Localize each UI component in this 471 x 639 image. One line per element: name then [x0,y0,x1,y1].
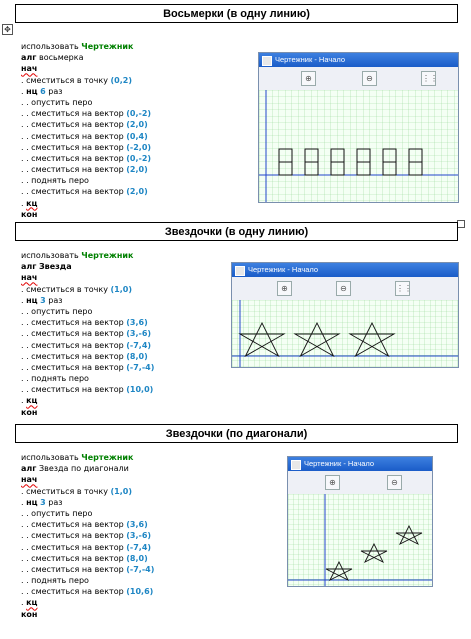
vector-value: (2,0) [126,187,148,197]
code-line: . . опустить перо [21,508,93,518]
code-line: . . сместиться на вектор (-7,-4) [21,564,155,574]
code-line: . сместиться в точку (1,0) [21,486,132,496]
executor-name: Чертежник [81,453,134,462]
move-by-command: сместиться на вектор [31,142,124,152]
loop-suffix: раз [48,86,63,96]
vector-value: (0,-2) [126,153,152,163]
loop-count: 3 [40,295,46,305]
pen-down-command: опустить перо [31,306,93,316]
window-title: Чертежник - Начало [248,265,319,274]
drawing-canvas [232,300,458,367]
pen-up-command: поднять перо [31,576,89,586]
code-line: . . сместиться на вектор (8,0) [21,553,148,563]
loop-suffix: раз [48,295,63,305]
move-by-command: сместиться на вектор [31,153,124,163]
loop-count: 3 [40,497,46,507]
window-icon [262,56,272,66]
move-by-command: сместиться на вектор [31,362,124,372]
code-line: . . сместиться на вектор (0,4) [21,131,148,141]
code-line: . . сместиться на вектор (0,-2) [21,153,152,163]
move-to-args: (1,0) [110,284,132,294]
code-line: . . сместиться на вектор (0,-2) [21,109,152,119]
window-titlebar [288,457,432,471]
alg-name: Звезда [38,262,72,272]
vector-value: (0,4) [126,131,148,141]
window-toolbar [232,277,458,299]
move-to-args: (0,2) [110,75,132,85]
code-line: . нц 6 раз [21,86,63,96]
vector-value: (0,-2) [126,109,152,119]
code-line: . . сместиться на вектор (8,0) [21,351,148,361]
code-line: . . сместиться на вектор (2,0) [21,187,148,197]
vector-value: (3,6) [126,318,148,328]
code-line [21,41,151,52]
table-resize-handle[interactable] [457,220,465,228]
move-by-command: сместиться на вектор [31,120,124,130]
move-by-command: сместиться на вектор [31,131,124,141]
code-line [21,452,154,463]
move-by-command: сместиться на вектор [31,351,124,361]
move-by-command: сместиться на вектор [31,553,124,563]
use-keyword: использовать [21,251,79,260]
zoom-out-icon[interactable]: ⊖ [336,281,351,296]
code-line [21,261,154,272]
vector-value: (8,0) [126,553,148,563]
vector-value: (-7,4) [126,542,152,552]
window-toolbar [288,471,432,493]
loop-keyword: нц [26,295,38,305]
code-line: . . сместиться на вектор (10,0) [21,385,154,395]
drawing-canvas [288,494,432,586]
move-by-command: сместиться на вектор [31,587,124,597]
code-line: . . сместиться на вектор (2,0) [21,165,148,175]
code-line [21,209,151,220]
code-line: . . опустить перо [21,306,93,316]
drawer-window-stars-diagonal [287,456,433,587]
vector-value: (3,6) [126,520,148,530]
pen-up-command: поднять перо [31,374,89,384]
vector-value: (3,-6) [126,531,152,541]
zoom-in-icon[interactable]: ⊕ [301,71,316,86]
vector-value: (8,0) [126,351,148,361]
move-to-command: сместиться в точку [26,284,108,294]
move-to-args: (1,0) [110,486,132,496]
code-line: . . сместиться на вектор (-7,4) [21,542,152,552]
vector-value: (-2,0) [126,142,152,152]
vector-value: (10,6) [126,587,154,597]
code-line: . кц [21,396,38,406]
code-line [21,272,154,283]
executor-name: Чертежник [81,42,134,51]
move-by-command: сместиться на вектор [31,564,124,574]
code-block-stars-line [21,250,154,418]
move-by-command: сместиться на вектор [31,187,124,197]
use-keyword: использовать [21,42,79,51]
zoom-in-icon[interactable]: ⊕ [277,281,292,296]
pen-up-command: поднять перо [31,176,89,186]
code-line [21,609,154,620]
code-line: . . сместиться на вектор (10,6) [21,587,154,597]
vector-value: (10,0) [126,385,154,395]
loop-suffix: раз [48,497,63,507]
code-line: . . сместиться на вектор (2,0) [21,120,148,130]
drawer-window-eights [258,52,459,203]
alg-keyword: алг [21,464,37,474]
vector-value: (-7,-4) [126,564,155,574]
code-line: . . сместиться на вектор (-2,0) [21,142,152,152]
pen-down-command: опустить перо [31,97,93,107]
alg-keyword: алг [21,53,37,63]
section-title: Звездочки (по диагонали) [15,424,458,443]
loop-keyword: нц [26,497,38,507]
code-line: . . поднять перо [21,176,89,186]
code-line [21,474,154,485]
alg-keyword: алг [21,262,37,272]
move-by-command: сместиться на вектор [31,329,124,339]
code-line: . . сместиться на вектор (-7,-4) [21,362,155,372]
window-title: Чертежник - Начало [275,55,346,64]
code-line: . . сместиться на вектор (3,6) [21,520,148,530]
begin-keyword: нач [21,64,38,74]
end-keyword: кон [21,609,38,619]
window-titlebar [232,263,458,277]
code-line: . кц [21,198,38,208]
code-line [21,52,151,63]
window-title: Чертежник - Начало [304,459,375,468]
window-toolbar [259,67,458,89]
move-by-command: сместиться на вектор [31,531,124,541]
vector-value: (-7,4) [126,340,152,350]
code-line: . . сместиться на вектор (3,-6) [21,329,152,339]
code-line: . . опустить перо [21,97,93,107]
move-by-command: сместиться на вектор [31,340,124,350]
alg-name: Звезда по диагонали [38,464,129,474]
code-line: . нц 3 раз [21,497,63,507]
move-by-command: сместиться на вектор [31,520,124,530]
zoom-out-icon[interactable]: ⊖ [387,475,402,490]
loop-keyword: нц [26,86,38,96]
code-line [21,250,154,261]
window-icon [291,460,301,470]
move-to-command: сместиться в точку [26,486,108,496]
code-line: . кц [21,598,38,608]
section-title: Восьмерки (в одну линию) [15,4,458,23]
executor-name: Чертежник [81,251,134,260]
move-by-command: сместиться на вектор [31,542,124,552]
vector-value: (2,0) [126,120,148,130]
code-line: . сместиться в точку (0,2) [21,75,132,85]
code-line: . . сместиться на вектор (-7,4) [21,340,152,350]
code-line [21,407,154,418]
code-block-eights [21,41,151,220]
drawer-window-stars-line [231,262,459,368]
end-loop-keyword: кц [26,396,38,406]
vector-value: (3,-6) [126,329,152,339]
code-line: . . поднять перо [21,576,89,586]
vector-value: (2,0) [126,165,148,175]
loop-count: 6 [40,86,46,96]
move-by-command: сместиться на вектор [31,109,124,119]
move-by-command: сместиться на вектор [31,318,124,328]
code-line: . . сместиться на вектор (3,6) [21,318,148,328]
code-line: . сместиться в точку (1,0) [21,284,132,294]
code-line [21,63,151,74]
use-keyword: использовать [21,453,79,462]
begin-keyword: нач [21,475,38,485]
move-to-command: сместиться в точку [26,75,108,85]
window-icon [235,266,245,276]
move-by-command: сместиться на вектор [31,385,124,395]
begin-keyword: нач [21,273,38,283]
grid-icon[interactable]: ⋮⋮ [395,281,410,296]
table-move-handle[interactable]: ✥ [2,24,13,35]
end-keyword: кон [21,209,38,219]
code-block-stars-diagonal [21,452,154,620]
vector-value: (-7,-4) [126,362,155,372]
pen-down-command: опустить перо [31,508,93,518]
grid-icon[interactable]: ⋮⋮ [421,71,436,86]
drawing-canvas [259,90,458,202]
window-titlebar [259,53,458,67]
code-line: . . сместиться на вектор (3,-6) [21,531,152,541]
end-loop-keyword: кц [26,598,38,608]
code-line: . . поднять перо [21,374,89,384]
code-line: . нц 3 раз [21,295,63,305]
end-loop-keyword: кц [26,198,38,208]
zoom-in-icon[interactable]: ⊕ [325,475,340,490]
code-line [21,463,154,474]
zoom-out-icon[interactable]: ⊖ [362,71,377,86]
end-keyword: кон [21,407,38,417]
move-by-command: сместиться на вектор [31,165,124,175]
section-title: Звездочки (в одну линию) [15,222,458,241]
alg-name: восьмерка [38,53,84,63]
